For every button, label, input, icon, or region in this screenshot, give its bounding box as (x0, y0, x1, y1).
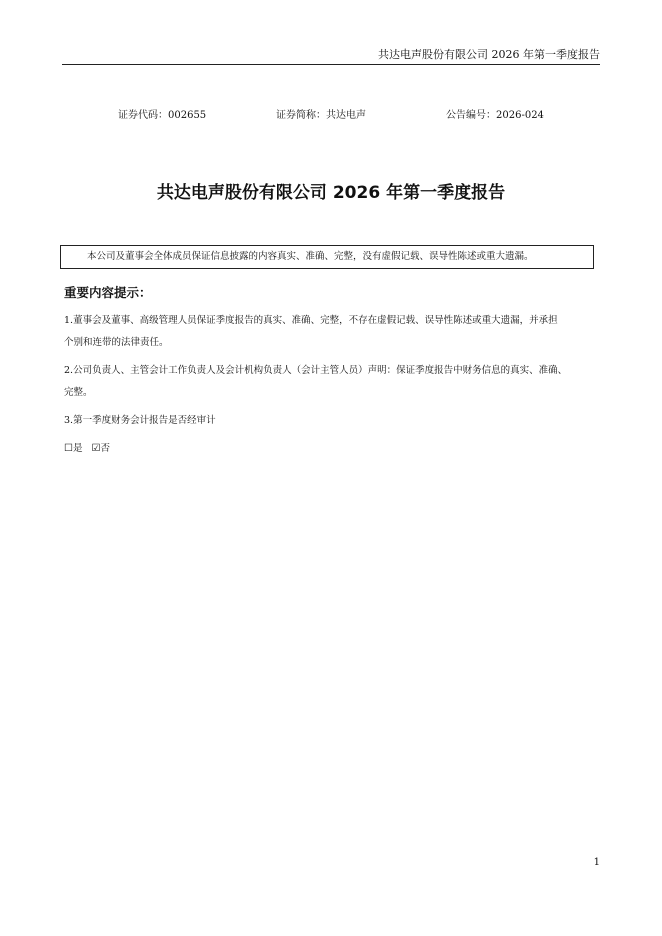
disclosure-statement: 本公司及董事会全体成员保证信息披露的内容真实、准确、完整，没有虚假记载、误导性陈述或重大遗漏。 (87, 251, 534, 262)
option-yes-label: 是 (72, 443, 83, 454)
option-no-label: 否 (100, 443, 110, 454)
stock-code: 证券代码：002655 (118, 110, 207, 121)
notice-item-3: 3.第一季度财务会计报告是否经审计 (64, 415, 216, 426)
notice-item-2-line-2: 完整。 (64, 387, 93, 398)
notice-item-1-line-2: 个别和连带的法律责任。 (64, 337, 169, 348)
document-title: 共达电声股份有限公司 2026 年第一季度报告 (156, 183, 506, 203)
header-rule (62, 64, 600, 65)
meta-row (0, 106, 662, 122)
disclosure-statement-box (60, 245, 594, 269)
notice-item-2-line-1: 2.公司负责人、主管会计工作负责人及会计机构负责人（会计主管人员）声明：保证季度报告中财务信息的真实、准确、 (64, 365, 568, 376)
stock-abbreviation: 证券简称：共达电声 (276, 110, 366, 121)
checked-box-icon: ☑ (91, 443, 101, 454)
unchecked-box-icon: ☐ (64, 443, 73, 454)
audit-options (64, 440, 110, 454)
page-number: 1 (593, 857, 600, 868)
running-header: 共达电声股份有限公司 2026 年第一季度报告 (378, 48, 600, 61)
notice-item-1-line-1: 1.董事会及董事、高级管理人员保证季度报告的真实、准确、完整，不存在虚假记载、误导性陈述或重大遗漏，并承担 (64, 315, 558, 326)
announcement-number: 公告编号：2026-024 (446, 110, 544, 121)
notice-heading: 重要内容提示： (64, 285, 152, 300)
